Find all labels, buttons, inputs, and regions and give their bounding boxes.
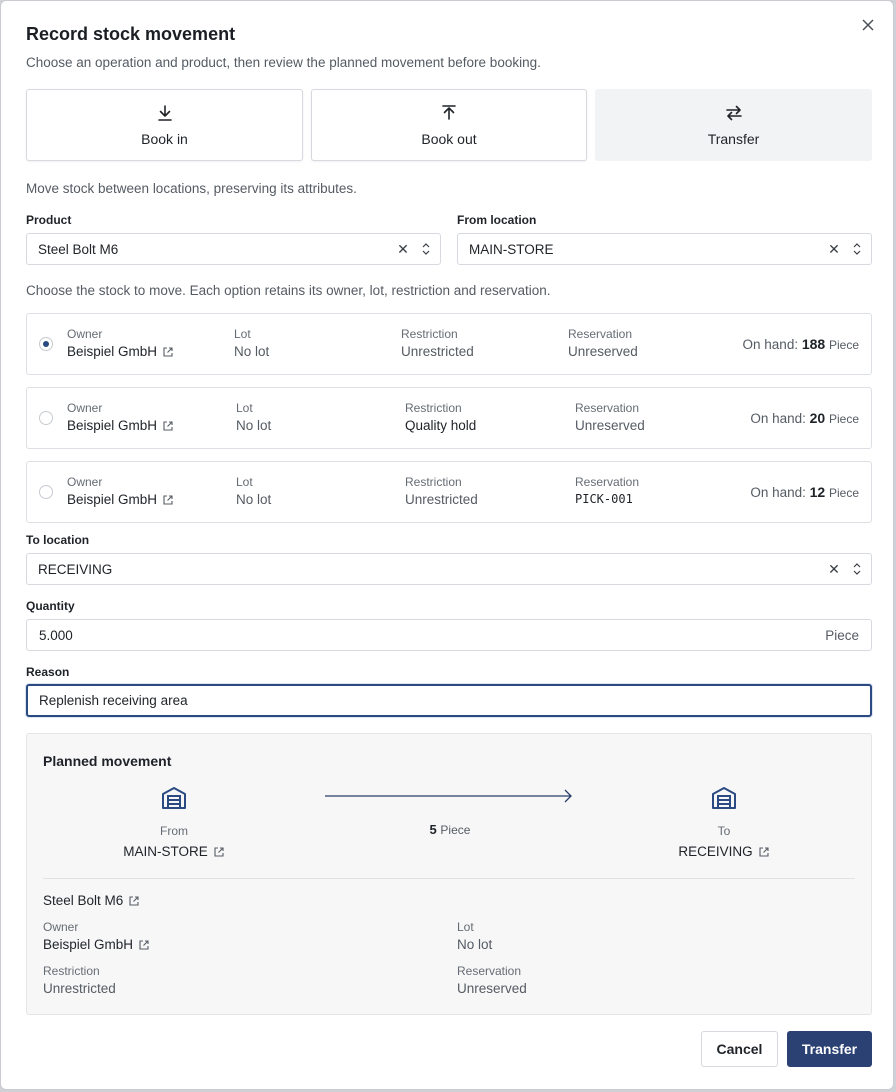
external-link-icon[interactable] bbox=[213, 846, 225, 858]
planned-movement-title: Planned movement bbox=[43, 753, 172, 769]
operation-transfer[interactable] bbox=[595, 89, 872, 161]
restriction-column bbox=[401, 327, 474, 359]
planned-product bbox=[43, 893, 140, 908]
from-location-label: From location bbox=[457, 213, 537, 227]
reservation-column bbox=[568, 327, 638, 359]
planned-product-value: Steel Bolt M6 bbox=[43, 893, 124, 908]
quantity-unit: Piece bbox=[825, 627, 859, 643]
operation-hint: Move stock between locations, preserving its attributes. bbox=[26, 181, 357, 196]
planned-lot-value: No lot bbox=[457, 937, 493, 952]
chevron-updown-icon[interactable] bbox=[843, 242, 871, 256]
close-icon[interactable] bbox=[861, 17, 875, 35]
planned-restriction-value: Unrestricted bbox=[43, 981, 116, 996]
planned-quantity-unit: Piece bbox=[440, 823, 471, 837]
reservation-column bbox=[575, 475, 639, 506]
operation-book-out[interactable] bbox=[311, 89, 587, 161]
on-hand bbox=[743, 336, 859, 352]
restriction-column bbox=[405, 475, 478, 507]
from-location-select[interactable] bbox=[457, 233, 872, 265]
reason-input[interactable] bbox=[26, 684, 872, 717]
to-location-value: RECEIVING bbox=[38, 561, 113, 577]
owner-value: Beispiel GmbH bbox=[67, 492, 158, 507]
on-hand-unit: Piece bbox=[828, 412, 859, 426]
on-hand-value: 188 bbox=[801, 336, 826, 352]
upload-icon bbox=[439, 103, 459, 123]
on-hand-label: On hand: bbox=[750, 485, 806, 500]
on-hand-label: On hand: bbox=[750, 411, 806, 426]
reservation-value: PICK-001 bbox=[575, 492, 633, 506]
planned-reservation-value: Unreserved bbox=[457, 981, 527, 996]
stock-option[interactable] bbox=[26, 313, 872, 375]
quantity-value: 5.000 bbox=[39, 627, 73, 643]
planned-reservation-label: Reservation bbox=[457, 964, 522, 978]
planned-owner-label: Owner bbox=[43, 920, 79, 934]
lot-column bbox=[234, 327, 269, 359]
owner-label: Owner bbox=[67, 327, 103, 341]
transfer-button[interactable]: Transfer bbox=[787, 1031, 872, 1067]
restriction-label: Restriction bbox=[405, 401, 462, 415]
owner-column bbox=[67, 327, 174, 359]
from-node bbox=[84, 784, 264, 859]
lot-value: No lot bbox=[234, 344, 270, 359]
lot-value: No lot bbox=[236, 418, 272, 433]
reason-label: Reason bbox=[26, 665, 70, 679]
external-link-icon[interactable] bbox=[162, 346, 174, 358]
owner-column bbox=[67, 475, 174, 507]
chevron-updown-icon[interactable] bbox=[843, 562, 871, 576]
cancel-button[interactable]: Cancel bbox=[701, 1031, 778, 1067]
product-value: Steel Bolt M6 bbox=[38, 241, 119, 257]
owner-column bbox=[67, 401, 174, 433]
external-link-icon[interactable] bbox=[128, 895, 140, 907]
from-value: MAIN-STORE bbox=[123, 844, 208, 859]
download-icon bbox=[155, 103, 175, 123]
clear-icon[interactable]: ✕ bbox=[828, 560, 840, 577]
planned-owner bbox=[43, 937, 150, 952]
reservation-value: Unreserved bbox=[568, 344, 638, 359]
from-label: From bbox=[160, 824, 188, 838]
chevron-updown-icon[interactable] bbox=[412, 242, 440, 256]
owner-label: Owner bbox=[67, 475, 103, 489]
to-location-label: To location bbox=[26, 533, 90, 547]
restriction-value: Quality hold bbox=[405, 418, 477, 433]
lot-column bbox=[236, 401, 271, 433]
operation-label: Transfer bbox=[707, 131, 760, 147]
on-hand bbox=[750, 484, 859, 500]
restriction-label: Restriction bbox=[405, 475, 462, 489]
restriction-column bbox=[405, 401, 476, 433]
restriction-label: Restriction bbox=[401, 327, 458, 341]
product-label: Product bbox=[26, 213, 72, 227]
reservation-value: Unreserved bbox=[575, 418, 645, 433]
on-hand-value: 20 bbox=[809, 410, 826, 426]
lot-label: Lot bbox=[236, 475, 253, 489]
quantity-input[interactable] bbox=[26, 619, 872, 651]
planned-movement-panel bbox=[26, 733, 872, 1015]
to-node bbox=[634, 784, 814, 859]
dialog-subtitle: Choose an operation and product, then review the planned movement before booking. bbox=[26, 55, 541, 70]
product-select[interactable] bbox=[26, 233, 441, 265]
on-hand-label: On hand: bbox=[742, 337, 799, 352]
planned-owner-value: Beispiel GmbH bbox=[43, 937, 134, 952]
stock-option[interactable] bbox=[26, 461, 872, 523]
radio-unselected[interactable] bbox=[39, 411, 53, 425]
reservation-column bbox=[575, 401, 645, 433]
arrow-right-icon bbox=[325, 786, 575, 806]
radio-unselected[interactable] bbox=[39, 485, 53, 499]
stock-hint: Choose the stock to move. Each option retains its owner, lot, restriction and reservation. bbox=[26, 283, 551, 298]
to-value: RECEIVING bbox=[678, 844, 753, 859]
quantity-label: Quantity bbox=[26, 599, 75, 613]
lot-label: Lot bbox=[234, 327, 251, 341]
operation-label: Book in bbox=[141, 131, 188, 147]
operation-book-in[interactable] bbox=[26, 89, 303, 161]
reservation-label: Reservation bbox=[568, 327, 633, 341]
reservation-label: Reservation bbox=[575, 475, 640, 489]
owner-value: Beispiel GmbH bbox=[67, 344, 158, 359]
lot-label: Lot bbox=[236, 401, 253, 415]
owner-label: Owner bbox=[67, 401, 103, 415]
planned-quantity bbox=[325, 822, 575, 837]
transfer-icon bbox=[724, 103, 744, 123]
radio-selected[interactable] bbox=[39, 337, 53, 351]
lot-value: No lot bbox=[236, 492, 272, 507]
reason-value: Replenish receiving area bbox=[39, 693, 188, 708]
external-link-icon[interactable] bbox=[758, 846, 770, 858]
from-location-value: MAIN-STORE bbox=[469, 241, 554, 257]
on-hand bbox=[750, 410, 859, 426]
on-hand-value: 12 bbox=[809, 484, 826, 500]
on-hand-unit: Piece bbox=[828, 338, 859, 352]
planned-quantity-value: 5 bbox=[429, 822, 437, 837]
planned-lot-label: Lot bbox=[457, 920, 474, 934]
planned-restriction-label: Restriction bbox=[43, 964, 100, 978]
owner-value: Beispiel GmbH bbox=[67, 418, 158, 433]
lot-column bbox=[236, 475, 271, 507]
operation-label: Book out bbox=[421, 131, 477, 147]
external-link-icon[interactable] bbox=[162, 494, 174, 506]
to-location-select[interactable] bbox=[26, 553, 872, 585]
reservation-label: Reservation bbox=[575, 401, 640, 415]
restriction-value: Unrestricted bbox=[401, 344, 474, 359]
clear-icon[interactable]: ✕ bbox=[397, 240, 409, 257]
clear-icon[interactable]: ✕ bbox=[828, 240, 840, 257]
warehouse-icon bbox=[710, 784, 738, 812]
divider bbox=[43, 878, 855, 879]
dialog-title: Record stock movement bbox=[26, 24, 236, 44]
stock-option[interactable] bbox=[26, 387, 872, 449]
external-link-icon[interactable] bbox=[162, 420, 174, 432]
to-label: To bbox=[717, 824, 731, 838]
warehouse-icon bbox=[160, 784, 188, 812]
on-hand-unit: Piece bbox=[828, 486, 859, 500]
restriction-value: Unrestricted bbox=[405, 492, 478, 507]
external-link-icon[interactable] bbox=[138, 939, 150, 951]
